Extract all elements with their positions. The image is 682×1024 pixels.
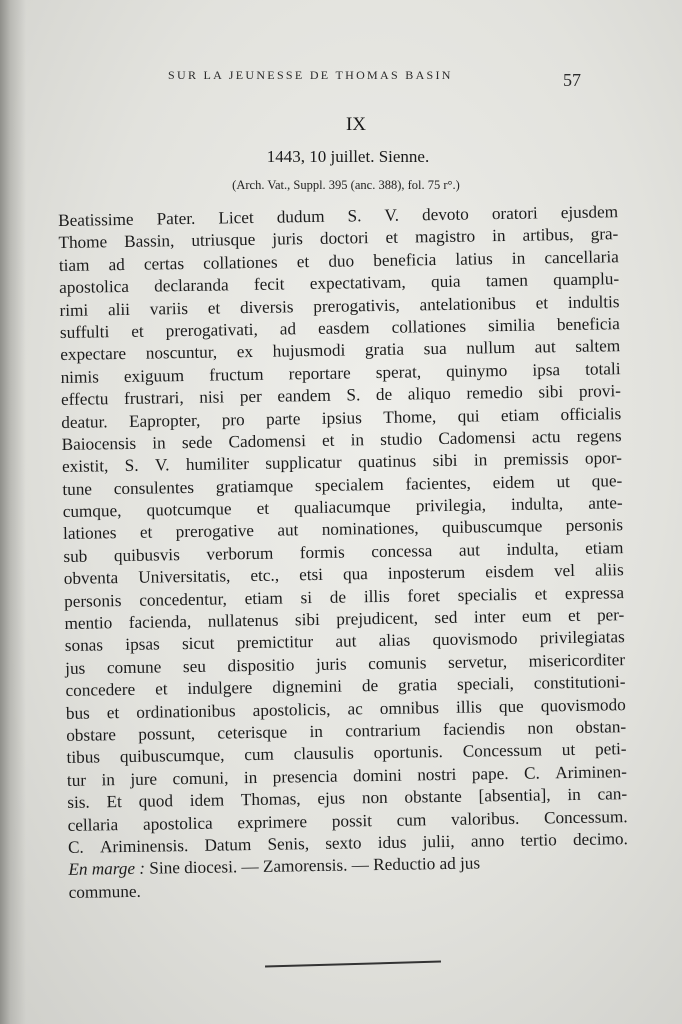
body-line: Thome Bassin, utriusque juris doctori et magistro in artibus, gra- (58, 224, 619, 253)
body-line: sub quibusvis verborum formis concessa aut indulta, etiam (63, 538, 624, 566)
document-body (58, 201, 629, 904)
date-line: 1443, 10 juillet. Sienne. (266, 147, 430, 166)
body-line: obventa Universitatis, etc., etsi qua inposterum eisdem vel aliis (63, 560, 624, 589)
margin-note-label: En marge : (68, 859, 146, 880)
body-line: Baiocensis in sede Cadomensi et in studio Cadomensi actu regens (61, 426, 622, 454)
body-line: jus comune seu dispositio juris comunis servetur, misericorditer (65, 649, 626, 678)
end-rule (265, 961, 441, 968)
body-line: obstare possunt, ceterisque in contrarium faciendis non obstan- (66, 717, 627, 745)
body-line: tibus quibuscumque, cum clausulis oportunis. Concessum ut peti- (66, 739, 627, 768)
body-line: Beatissime Pater. Licet dudum S. V. devoto oratori ejusdem (58, 202, 619, 230)
body-line: mentio facienda, nullatenus sibi prejudicent, sed inter eum et per- (64, 605, 625, 633)
body-line: tur in jure comuni, in presencia domini nostri pape. C. Ariminen- (66, 761, 628, 790)
archive-reference: (Arch. Vat., Suppl. 395 (anc. 388), fol. 75 r°.) (232, 178, 460, 192)
margin-note-text: Sine diocesi. — Zamorensis. — Reductio ad jus (149, 853, 481, 878)
body-line: cellaria apostolica exprimere possit cum valoribus. Concessum. (67, 806, 628, 835)
body-line: deatur. Eapropter, pro parte ipsius Thome, qui etiam officialis (61, 403, 622, 432)
body-line: expectare noscuntur, ex hujusmodi gratia sua nullum aut saltem (60, 336, 621, 365)
body-line: cumque, quotcumque et qualiacumque privilegia, indulta, ante- (62, 493, 623, 522)
body-line: C. Ariminensis. Datum Senis, sexto idus julii, anno tertio decimo. (67, 829, 629, 857)
document-number: IX (345, 114, 367, 135)
page-number: 57 (563, 70, 581, 90)
body-line: bus et ordinationibus apostolicis, ac omnibus illis que quovismodo (65, 694, 626, 723)
body-line: sis. Et quod idem Thomas, ejus non obstante [absentia], in can- (67, 784, 628, 813)
body-line: effectu frustrari, nisi per eandem S. de aliquo remedio sibi provi- (60, 381, 622, 410)
margin-note-end: commune. (68, 881, 141, 902)
body-line: concedere et indulgere dignemini de gratia speciali, constitutioni- (65, 672, 626, 701)
body-line: suffulti et prerogativati, ad easdem collationes similia beneficia (59, 314, 621, 342)
body-line: existit, S. V. humiliter supplicatur quatinus sibi in premissis opor- (61, 448, 622, 477)
body-line: apostolica declaranda fecit expectativam, quia tamen quamplu- (59, 269, 620, 298)
body-line: sonas ipsas sicut premictitur aut alias quovismodo privilegiatas (64, 627, 625, 656)
body-line: tune consulentes gratiamque specialem facientes, eidem ut que- (62, 470, 623, 499)
body-line: tiam ad certas collationes et duo beneficia latius in cancellaria (58, 246, 619, 275)
running-head: SUR LA JEUNESSE DE THOMAS BASIN (168, 68, 453, 82)
body-line: nimis exiguum fructum reportare sperat, quinymo ipsa totali (60, 358, 621, 387)
body-line: lationes et prerogative aut nominationes, quibuscumque personis (62, 515, 624, 544)
body-line: rimi alii variis et diversis prerogativis, antelationibus et indultis (59, 291, 620, 320)
body-line: personis concedentur, etiam si de illis foret specialis et expressa (63, 582, 625, 611)
